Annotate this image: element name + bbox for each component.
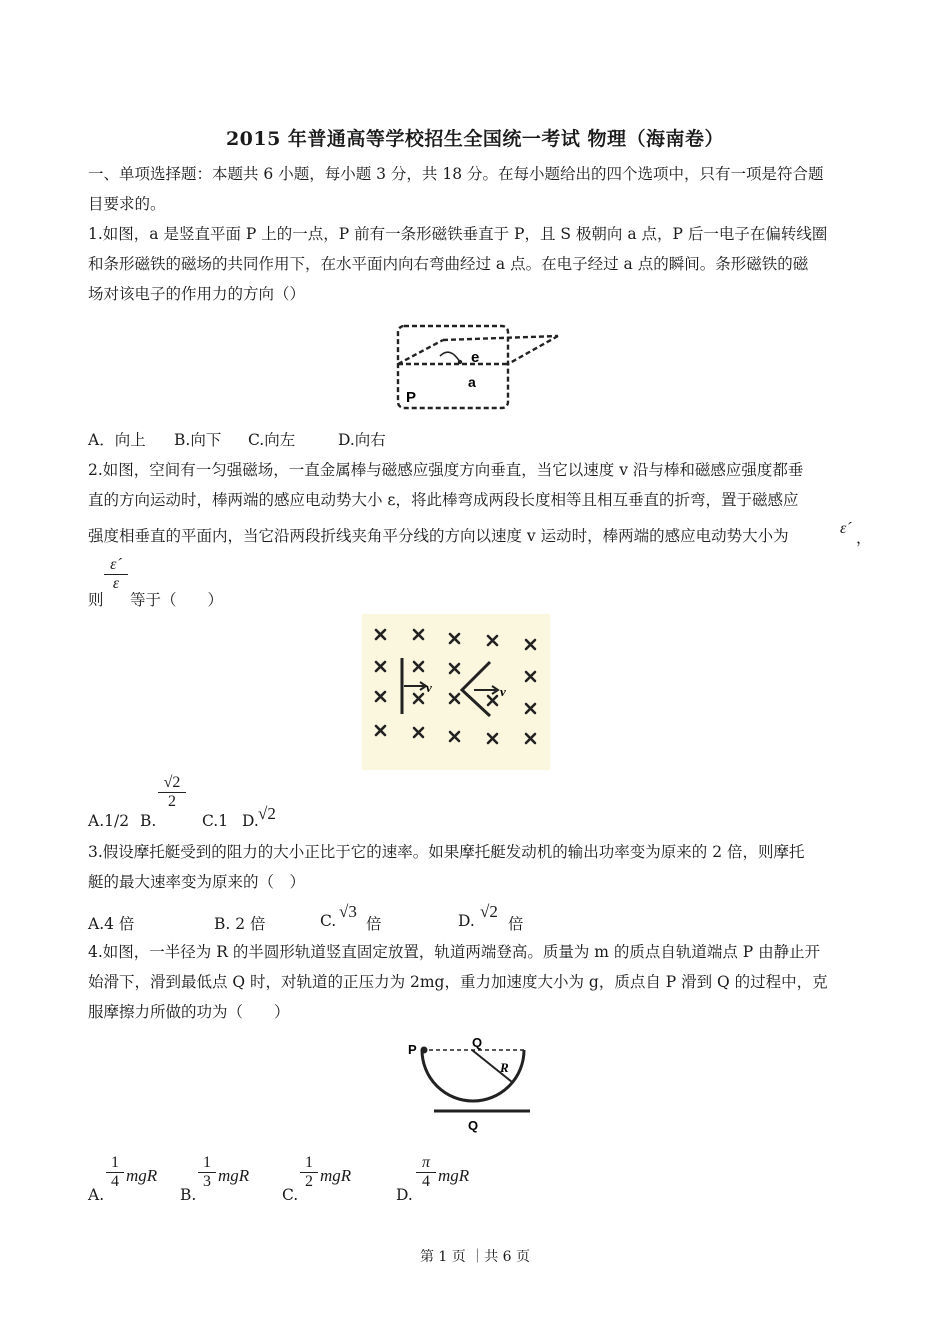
q1-option-b: B.向下 bbox=[174, 431, 222, 449]
label-p: P bbox=[406, 389, 417, 406]
q2-ratio-den: ε bbox=[112, 575, 120, 592]
q2-option-b-num: √2 bbox=[158, 774, 186, 793]
q4-option-d-den: 4 bbox=[422, 1173, 430, 1190]
q3-line-2: 艇的最大速率变为原来的（ ） bbox=[88, 873, 306, 891]
q4-option-b-num: 1 bbox=[198, 1154, 216, 1173]
q2-option-b-label: B. bbox=[140, 812, 157, 830]
q1-option-a: A．向上 bbox=[88, 431, 146, 449]
q4-option-c-den: 2 bbox=[305, 1173, 313, 1190]
q4-option-b-den: 3 bbox=[203, 1173, 211, 1190]
q4-option-c-label: C. bbox=[282, 1186, 299, 1204]
q4-option-a-num: 1 bbox=[106, 1154, 124, 1173]
q2-option-d-value: √2 bbox=[258, 804, 276, 823]
page-footer: 第 1 页 ｜共 6 页 bbox=[419, 1249, 531, 1265]
q3-option-c-unit: 倍 bbox=[366, 915, 382, 933]
q4-option-d-fraction bbox=[416, 1154, 436, 1191]
q4-option-a-tail: mgR bbox=[126, 1166, 158, 1185]
page-title: 2015 年普通高等学校招生全国统一考试 物理（海南卷） bbox=[225, 128, 725, 150]
q4-semicircle-track-figure bbox=[402, 1032, 542, 1136]
q1-option-d: D.向右 bbox=[338, 431, 386, 449]
magnet-edge-right bbox=[508, 336, 558, 364]
q2-equals: 等于（ ） bbox=[130, 591, 224, 609]
q1-option-c: C.向左 bbox=[248, 431, 296, 449]
section-heading-line-1: 一、单项选择题：本题共 6 小题，每小题 3 分，共 18 分。在每小题给出的四个选项中，只有一项是符合题 bbox=[88, 165, 824, 183]
q3-option-b: B. 2 倍 bbox=[214, 915, 266, 933]
q3-option-a: A.4 倍 bbox=[88, 915, 135, 933]
q2-then: 则 bbox=[88, 591, 104, 609]
label-v1: v bbox=[426, 680, 432, 695]
q3-option-d-value: √2 bbox=[480, 902, 498, 921]
q2-option-b-den: 2 bbox=[168, 793, 176, 810]
q4-option-c-num: 1 bbox=[300, 1154, 318, 1173]
label-q-bottom: Q bbox=[468, 1118, 479, 1133]
q2-line-3: 强度相垂直的平面内，当它沿两段折线夹角平分线的方向以速度 v 运动时，棒两端的感应电动势大小为 bbox=[88, 527, 789, 545]
q2-option-d-label: D. bbox=[242, 812, 259, 830]
q4-option-d-tail: mgR bbox=[438, 1166, 470, 1185]
q2-option-c: C.1 bbox=[202, 812, 229, 830]
q4-option-d-num: π bbox=[416, 1154, 436, 1173]
point-a-dot bbox=[458, 360, 462, 364]
label-r: R bbox=[500, 1060, 509, 1075]
q3-option-c-label: C. bbox=[320, 912, 337, 930]
label-q-top: Q bbox=[472, 1035, 483, 1050]
label-e: e bbox=[471, 349, 480, 366]
q2-eps-prime: ε´ bbox=[840, 520, 852, 537]
q4-option-b-fraction bbox=[198, 1154, 216, 1191]
q2-comma: ， bbox=[856, 529, 872, 547]
label-p: P bbox=[408, 1042, 417, 1057]
q1-magnet-figure bbox=[388, 316, 568, 416]
magnet-edge-top bbox=[443, 336, 558, 340]
q4-option-b-tail: mgR bbox=[218, 1166, 250, 1185]
label-v2: v bbox=[500, 684, 506, 699]
q2-option-b-fraction bbox=[158, 774, 186, 811]
q1-line-2: 和条形磁铁的磁场的共同作用下，在水平面内向右弯曲经过 a 点。在电子经过 a 点的瞬间。条形磁铁的磁 bbox=[88, 255, 809, 273]
q2-option-a: A.1/2 bbox=[88, 812, 130, 830]
q3-option-c-value: √3 bbox=[339, 902, 357, 921]
q4-option-d-label: D. bbox=[396, 1186, 413, 1204]
q4-option-a-label: A. bbox=[88, 1186, 105, 1204]
electron-path bbox=[440, 352, 460, 362]
q4-line-2: 始滑下，滑到最低点 Q 时，对轨道的正压力为 2mg，重力加速度大小为 g，质点自 P 滑到 Q 的过程中，克 bbox=[88, 973, 828, 991]
q4-line-3: 服摩擦力所做的功为（ ） bbox=[88, 1003, 290, 1021]
semicircle-track bbox=[422, 1050, 524, 1101]
q4-option-c-fraction bbox=[300, 1154, 318, 1191]
q1-line-3: 场对该电子的作用力的方向（） bbox=[88, 285, 306, 303]
q3-option-d-unit: 倍 bbox=[508, 915, 524, 933]
q4-option-a-fraction bbox=[106, 1154, 124, 1191]
q4-line-1: 4.如图，一半径为 R 的半圆形轨道竖直固定放置，轨道两端登高。质量为 m 的质点自轨道端点 P 由静止开 bbox=[88, 943, 821, 961]
q4-option-a-den: 4 bbox=[111, 1173, 119, 1190]
point-p-mass bbox=[421, 1047, 428, 1054]
q4-option-c-tail: mgR bbox=[320, 1166, 352, 1185]
q2-line-1: 2.如图，空间有一匀强磁场，一直金属棒与磁感应强度方向垂直，当它以速度 v 沿与棒和磁感应强度都垂 bbox=[88, 461, 804, 479]
section-heading-line-2: 目要求的。 bbox=[88, 195, 166, 213]
label-a: a bbox=[468, 374, 476, 390]
q1-line-1: 1.如图，a 是竖直平面 P 上的一点，P 前有一条形磁铁垂直于 P，且 S 极朝向 a 点，P 后一电子在偏转线圈 bbox=[88, 225, 828, 243]
q2-magnetic-field-figure bbox=[362, 614, 550, 770]
magnet-edge-left bbox=[398, 340, 443, 364]
q2-ratio-num: ε´ bbox=[104, 556, 128, 575]
q2-line-2: 直的方向运动时，棒两端的感应电动势大小 ε，将此棒弯成两段长度相等且相互垂直的折弯，置于磁感应 bbox=[88, 491, 799, 509]
q3-line-1: 3.假设摩托艇受到的阻力的大小正比于它的速率。如果摩托艇发动机的输出功率变为原来的 2 倍，则摩托 bbox=[88, 843, 805, 861]
q2-ratio-fraction bbox=[104, 556, 128, 593]
q4-option-b-label: B. bbox=[180, 1186, 197, 1204]
q3-option-d-label: D. bbox=[458, 912, 475, 930]
